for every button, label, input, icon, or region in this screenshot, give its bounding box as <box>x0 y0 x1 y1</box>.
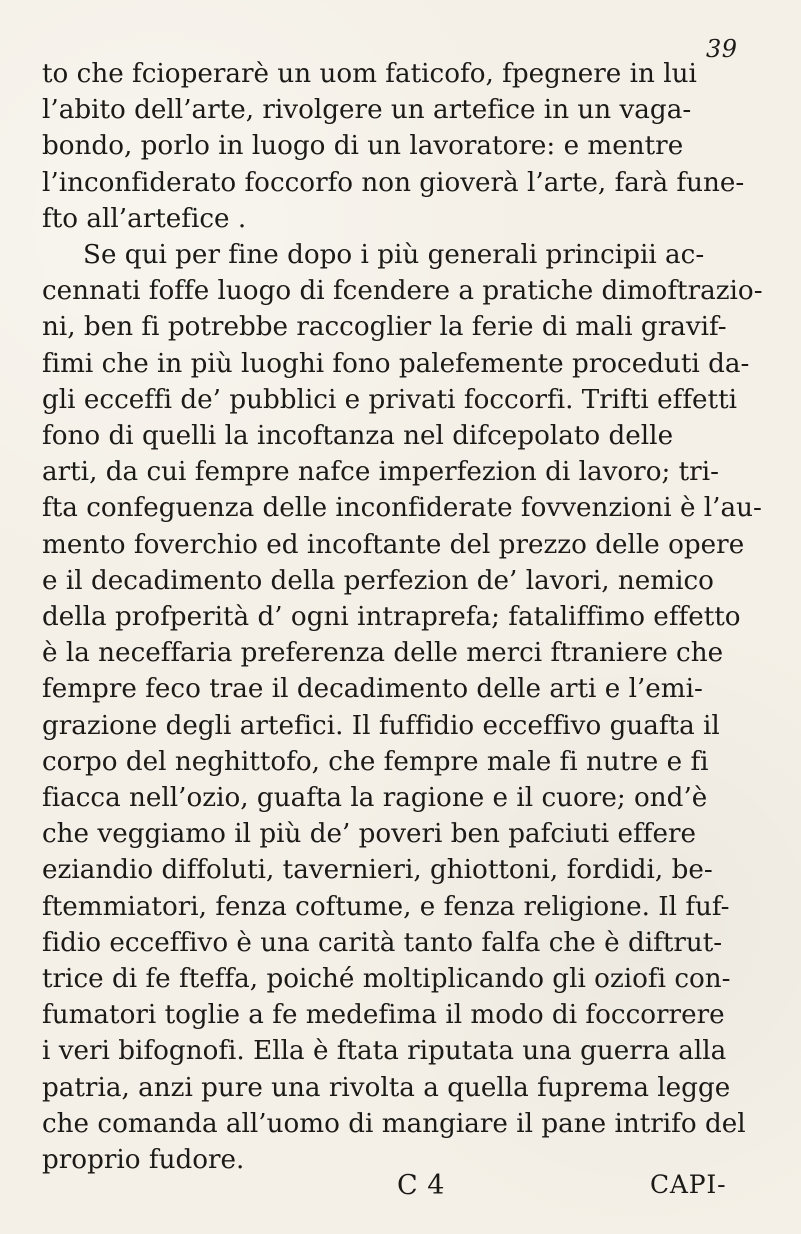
text-line: eziandio diffoluti, tavernieri, ghiottoni, fordidi, be- <box>42 855 713 886</box>
paragraph-start-line: Se qui per fine dopo i più generali principii ac- <box>83 240 705 271</box>
text-line: mento foverchio ed incoftante del prezzo delle opere <box>42 529 745 560</box>
text-line: ftemmiatori, fenza coftume, e fenza religione. Il fuf- <box>42 891 730 922</box>
text-line: che comanda all’uomo di mangiare il pane intrifo del <box>42 1108 746 1139</box>
text-line: fto all’artefice . <box>42 203 247 234</box>
text-line: che veggiamo il più de’ poveri ben pafciuti effere <box>42 819 696 850</box>
text-line: è la neceffaria preferenza delle merci ftraniere che <box>42 638 724 669</box>
text-line: fono di quelli la incoftanza nel difcepolato delle <box>42 421 674 452</box>
page-number: 39 <box>706 35 738 63</box>
text-line: fta confeguenza delle inconfiderate fovvenzioni è l’au- <box>42 493 762 524</box>
text-line: e il decadimento della perfezion de’ lavori, nemico <box>42 565 714 596</box>
body-text <box>42 56 763 1178</box>
text-line: arti, da cui fempre nafce imperfezion di lavoro; tri- <box>42 457 719 488</box>
text-line: cennati foffe luogo di fcendere a pratiche dimoftrazio- <box>42 276 763 307</box>
text-line: bondo, porlo in luogo di un lavoratore: e mentre <box>42 131 684 162</box>
text-line: i veri bifognofi. Ella è ftata riputata una guerra alla <box>42 1036 727 1067</box>
text-line: to che fcioperarè un uom faticofo, fpegnere in lui <box>42 59 697 89</box>
text-line: grazione degli artefici. Il fuffidio ecceffivo guafta il <box>42 710 720 741</box>
text-line: corpo del neghittofo, che fempre male fi nutre e fi <box>42 746 709 777</box>
text-line: fimi che in più luoghi fono palefemente proceduti da- <box>42 348 750 379</box>
text-line: ni, ben fi potrebbe raccoglier la ferie di mali gravif- <box>42 312 727 343</box>
text-line: della profperità d’ ogni intraprefa; fataliffimo effetto <box>42 602 741 633</box>
text-line: trice di fe fteffa, poiché moltiplicando gli oziofi con- <box>42 964 731 995</box>
text-line: fidio ecceffivo è una carità tanto falfa che è diftrut- <box>42 927 723 958</box>
signature-mark: C 4 <box>397 1170 445 1201</box>
text-line: patria, anzi pure una rivolta a quella fuprema legge <box>42 1072 731 1103</box>
text-line: proprio fudore. <box>42 1145 245 1176</box>
text-line: gli ecceffi de’ pubblici e privati foccorfi. Trifti effetti <box>42 384 738 415</box>
catchword: CAPI- <box>650 1170 727 1199</box>
text-line: l’inconfiderato foccorfo non gioverà l’arte, farà fune- <box>42 167 745 198</box>
text-line: fumatori toglie a fe medefima il modo di foccorrere <box>42 1000 725 1031</box>
text-line: l’abito dell’arte, rivolgere un artefice in un vaga- <box>42 95 692 126</box>
text-line: fempre feco trae il decadimento delle arti e l’emi- <box>42 674 703 705</box>
text-line: fiacca nell’ozio, guafta la ragione e il cuore; ond’è <box>42 783 708 814</box>
